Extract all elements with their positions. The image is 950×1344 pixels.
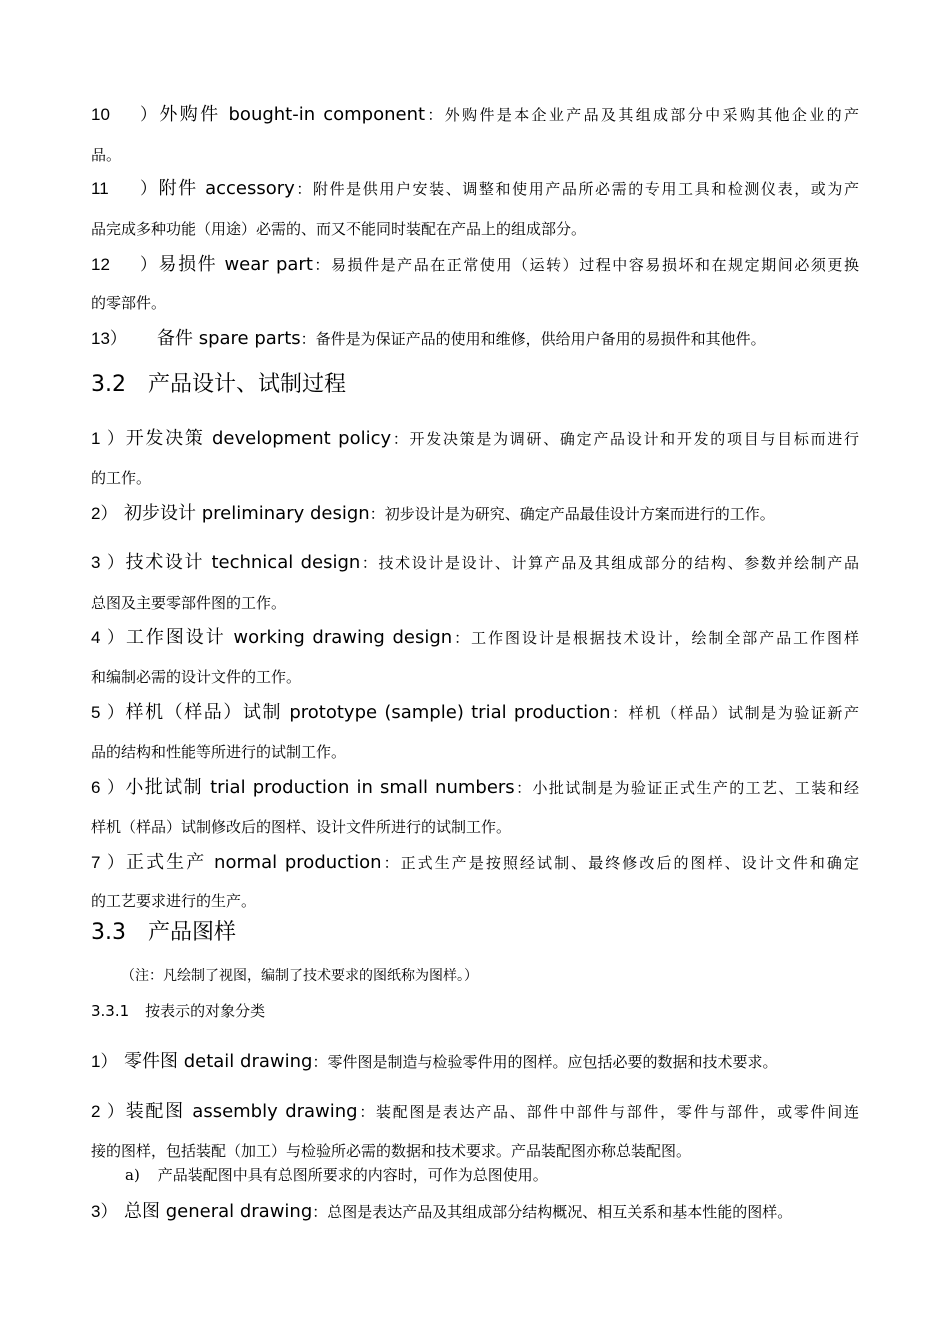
item-definition: ：外购件是本企业产品及其组成部分中采购其他企业的产 (425, 106, 859, 124)
item-definition: ：零件图是制造与检验零件用的图样。应包括必要的数据和技术要求。 (312, 1053, 778, 1071)
term-item (91, 324, 859, 350)
item-term: 零件图 detail drawing (124, 1051, 313, 1072)
term-item (91, 848, 859, 874)
item-number: 4） (91, 628, 124, 647)
item-continuation: 接的图样，包括装配（加工）与检验所必需的数据和技术要求。产品装配图亦称总装配图。 (91, 1142, 692, 1160)
item-definition: ：技术设计是设计、计算产品及其组成部分的结构、参数并绘制产品 (360, 554, 859, 572)
subsection-heading (91, 1000, 265, 1021)
term-item (91, 1197, 859, 1223)
item-term: 附件 accessory (157, 178, 295, 199)
item-continuation: 和编制必需的设计文件的工作。 (91, 668, 302, 686)
item-number: 13） (91, 329, 127, 348)
section-heading (91, 367, 346, 398)
item-definition: ：工作图设计是根据技术设计，绘制全部产品工作图样 (452, 629, 859, 647)
item-term: 易损件 wear part (157, 254, 313, 275)
term-item (91, 424, 859, 450)
item-number: 7） (91, 853, 124, 872)
section-title: 产品图样 (148, 920, 237, 945)
item-term: 装配图 assembly drawing (124, 1101, 358, 1122)
sub-list-marker: a) (125, 1166, 140, 1184)
section-heading (91, 915, 236, 946)
item-term: 初步设计 preliminary design (124, 503, 370, 524)
subsection-title: 按表示的对象分类 (145, 1002, 266, 1020)
item-number: 1） (91, 1052, 118, 1071)
term-item (91, 623, 859, 649)
item-definition: ：装配图是表达产品、部件中部件与部件，零件与部件，或零件间连 (357, 1103, 859, 1121)
item-definition: ：总图是表达产品及其组成部分结构概况、相互关系和基本性能的图样。 (312, 1203, 793, 1221)
item-number: 3） (91, 553, 124, 572)
section-title: 产品设计、试制过程 (148, 372, 347, 397)
item-number: 1） (91, 429, 124, 448)
item-continuation: 的工作。 (91, 469, 152, 487)
item-definition: ：正式生产是按照经试制、最终修改后的图样、设计文件和确定 (381, 854, 859, 872)
item-definition: ：备件是为保证产品的使用和维修，供给用户备用的易损件和其他件。 (300, 330, 766, 348)
item-definition: ：样机（样品）试制是为验证新产 (610, 704, 859, 722)
item-definition: ：开发决策是为调研、确定产品设计和开发的项目与目标而进行 (391, 430, 859, 448)
item-continuation: 的零部件。 (91, 294, 167, 312)
item-number: 6） (91, 778, 124, 797)
subsection-number: 3.3.1 (91, 1002, 130, 1020)
term-item (91, 100, 859, 126)
item-continuation: 品完成多种功能（用途）必需的、而又不能同时装配在产品上的组成部分。 (91, 220, 587, 238)
item-continuation: 品的结构和性能等所进行的试制工作。 (91, 743, 347, 761)
item-number: 11） (91, 179, 157, 198)
sub-list-item (125, 1164, 548, 1185)
section-number: 3.2 (91, 372, 126, 397)
item-number: 5） (91, 703, 124, 722)
item-number: 10） (91, 105, 157, 124)
section-note: （注：凡绘制了视图，编制了技术要求的图纸称为图样。） (121, 968, 478, 984)
item-definition: ：易损件是产品在正常使用（运转）过程中容易损坏和在规定期间必须更换 (312, 256, 859, 274)
section-number: 3.3 (91, 920, 126, 945)
term-item (91, 698, 859, 724)
term-item (91, 1097, 859, 1123)
item-number: 3） (91, 1202, 118, 1221)
item-term: 正式生产 normal production (124, 852, 382, 873)
item-term: 样机（样品）试制 prototype (sample) trial production (124, 702, 611, 723)
item-term: 工作图设计 working drawing design (124, 627, 453, 648)
term-item (91, 548, 859, 574)
sub-list-text: 产品装配图中具有总图所要求的内容时，可作为总图使用。 (157, 1166, 548, 1184)
item-term: 开发决策 development policy (124, 428, 392, 449)
item-number: 2） (91, 504, 118, 523)
item-term: 总图 general drawing (124, 1201, 313, 1222)
term-item (91, 1047, 859, 1073)
item-number: 2） (91, 1102, 124, 1121)
item-term: 备件 spare parts (157, 328, 301, 349)
term-item (91, 250, 859, 276)
item-definition: ：附件是供用户安装、调整和使用产品所必需的专用工具和检测仪表，或为产 (294, 180, 859, 198)
item-definition: ：小批试制是为验证正式生产的工艺、工装和经 (514, 779, 859, 797)
item-continuation: 总图及主要零部件图的工作。 (91, 594, 287, 612)
term-item (91, 499, 859, 525)
term-item (91, 773, 859, 799)
item-term: 外购件 bought-in component (157, 104, 426, 125)
item-continuation: 的工艺要求进行的生产。 (91, 892, 257, 910)
item-term: 小批试制 trial production in small numbers (124, 777, 515, 798)
item-term: 技术设计 technical design (124, 552, 361, 573)
item-definition: ：初步设计是为研究、确定产品最佳设计方案而进行的工作。 (369, 505, 775, 523)
item-continuation: 样机（样品）试制修改后的图样、设计文件所进行的试制工作。 (91, 818, 512, 836)
item-continuation: 品。 (91, 146, 122, 164)
item-number: 12） (91, 255, 157, 274)
term-item (91, 174, 859, 200)
